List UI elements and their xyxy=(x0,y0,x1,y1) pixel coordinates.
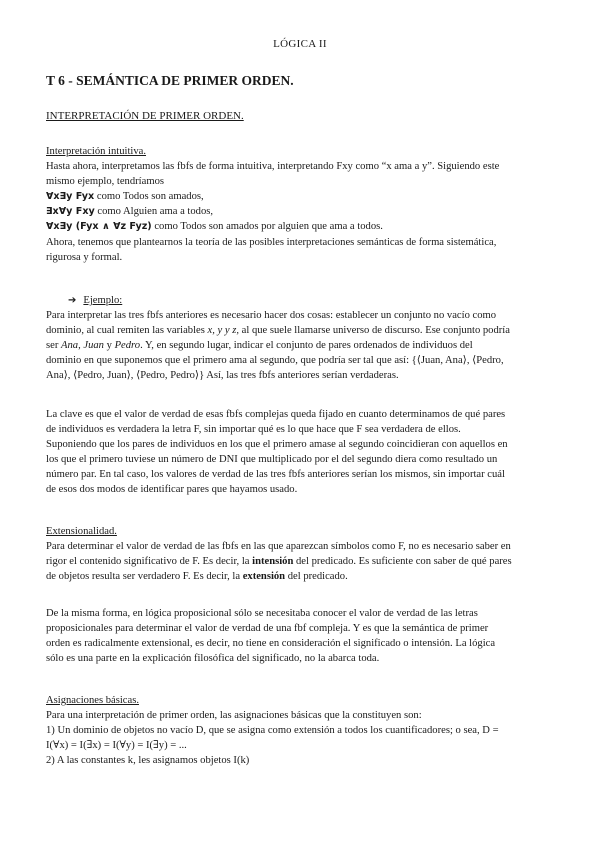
assignments-section: Asignaciones básicas. Para una interpretación de primer orden, las asignaciones básicas que la constituyen son: 1) Un dominio de objetos no vacío D, que se asigna como extensión a todos los cuantificadores; o sea, D = I(∀x) = I(∃x) = I(∀y) = I(∃y) = ... 2) A las constantes k, les asignamos objetos I(k) xyxy=(46,695,499,767)
example-line: Para interpretar las tres fbfs anteriores es necesario hacer dos cosas: establecer un conjunto no vacío como xyxy=(46,310,497,322)
intro-section xyxy=(46,144,556,265)
arrow-right-icon: ➔ xyxy=(68,295,77,306)
formula-line: ∃x∀y Fxy como Alguien ama a todos, xyxy=(46,206,214,218)
intro-line: mismo ejemplo, tendríamos xyxy=(46,176,164,188)
extensionality-section: Extensionalidad. Para determinar el valor de verdad de las fbfs en las que aparezcan símbolos como F, no es necesario saber en rigor el contenido significativo de F. Es decir, la intensión del predicado. Es suficiente con saber de qué pares de objetos resulta ser verdadero F. Es decir, la extensión del predicado. xyxy=(46,526,512,583)
assignments-heading: Asignaciones básicas. xyxy=(46,695,139,706)
formula: ∃x∀y Fxy xyxy=(46,206,95,218)
intro-line: Hasta ahora, interpretamos las fbfs de forma intuitiva, interpretando Fxy como “x ama a y”. Siguiendo este xyxy=(46,161,500,173)
running-header: LÓGICA II xyxy=(273,38,327,50)
formula: ∀x∃y Fyx xyxy=(46,191,95,203)
section-heading: INTERPRETACIÓN DE PRIMER ORDEN. xyxy=(46,110,244,122)
formula: ∀x∃y (Fyx ∧ ∀z Fyz) xyxy=(46,221,152,233)
example-label: ➔ Ejemplo: xyxy=(68,295,123,306)
example-line: Ana⟩, ⟨Pedro, Juan⟩, ⟨Pedro, Pedro⟩} Así, las tres fbfs anteriores serían verdaderas. xyxy=(46,370,399,382)
formula-line: ∀x∃y Fyx como Todos son amados, xyxy=(46,191,204,203)
document-title: T 6 - SEMÁNTICA DE PRIMER ORDEN. xyxy=(46,73,294,88)
example-line: ser Ana, Juan y Pedro. Y, en segundo lugar, indicar el conjunto de pares ordenados de individuos del xyxy=(46,340,473,352)
example-line: dominio, al cual remiten las variables x, y y z, al que suele llamarse universo de discurso. Ese conjunto podría xyxy=(46,325,510,337)
example-line: dominio en que suponemos que el primero ama al segundo, que podría ser tal que así: {⟨Juan, Ana⟩, ⟨Pedro, xyxy=(46,355,504,367)
intro-line: Ahora, tenemos que plantearnos la teoría de las posibles interpretaciones semánticas de forma sistemática, xyxy=(46,236,497,248)
example-section xyxy=(46,293,556,384)
intro-line: rigurosa y formal. xyxy=(46,251,123,263)
example-paragraph-2: La clave es que el valor de verdad de esas fbfs complejas queda fijado en cuanto determinamos de qué pares de individuos es verdadera la letra F, sin importar qué es lo que hace que F sea verdadera de ellos. Suponiendo que los pares de individuos en los que el primero amase al segundo coincidieran con aquellos en los que el primero tuviese un número de DNI que multiplicado por el del segundo diera como resultado un número par. En tal caso, los valores de verdad de las tres fbfs anteriores serían los mismos, sin importar cuál de esos dos modos de identificar pares que hayamos usado. xyxy=(46,409,508,496)
intro-heading: Interpretación intuitiva. xyxy=(46,146,147,157)
extensionality-paragraph-2: De la misma forma, en lógica proposicional sólo se necesitaba conocer el valor de verdad de las letras proposicionales para determinar el valor de verdad de una fbf compleja. Y es que la semántica de primer orden es radicalmente extensional, es decir, no tiene en consideración el significado o intensión. La lógica sólo es una parte en la explicación filosófica del significado, no la abarca toda. xyxy=(46,608,496,665)
extensionality-heading: Extensionalidad. xyxy=(46,526,117,537)
formula-line: ∀x∃y (Fyx ∧ ∀z Fyz) como Todos son amados por alguien que ama a todos. xyxy=(46,221,383,233)
